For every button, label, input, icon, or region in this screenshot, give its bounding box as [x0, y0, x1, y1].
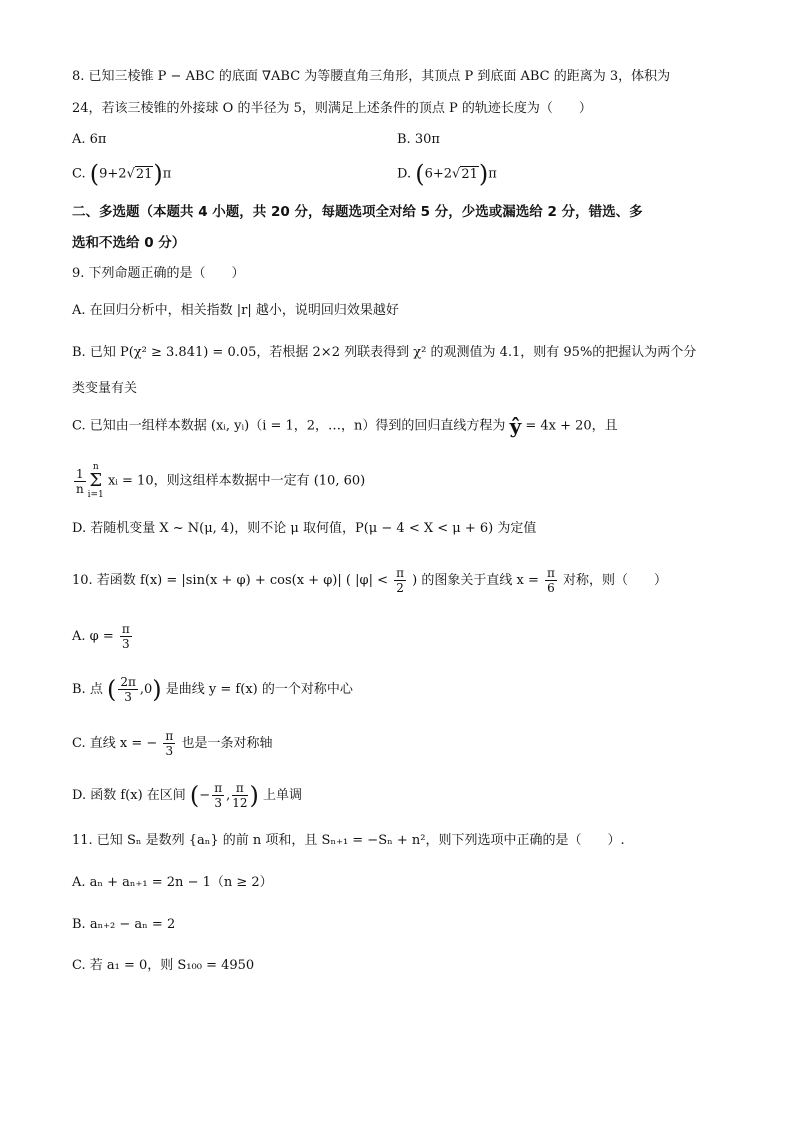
q9-option-c-text-c: xᵢ = 10，则这组样本数据中一定有 (10, 60) [107, 473, 366, 489]
q8-option-d-prefix: D. [397, 166, 412, 182]
q8-stem-line1: 8. 已知三棱锥 P − ABC 的底面 ∇ABC 为等腰直角三角形，其顶点 P 到底面 ABC 的距离为 3，体积为 [72, 69, 671, 84]
q9-option-d: D. 若随机变量 X ~ N(μ, 4)，则不论 μ 取何值，P(μ − 4 < X < μ + 6) 为定值 [72, 521, 537, 536]
q10-option-d: D. 函数 f(x) 在区间 (− $\frac{\pi}{3}$ , $\frac{\pi}{12}$ ) 上单调 [72, 781, 303, 810]
q9-option-b-line2: 类变量有关 [72, 381, 138, 396]
q11-option-c: C. 若 a₁ = 0，则 S₁₀₀ = 4950 [72, 958, 255, 973]
minus-sign: − [199, 788, 211, 803]
fraction: $\frac{\pi}{2}$ [396, 566, 405, 595]
fraction: $\frac{1}{n}$ [75, 466, 84, 496]
q8-option-c-expr: 9+2 [99, 166, 127, 182]
q8-option-c-prefix: C. [72, 166, 86, 182]
q9-option-c-text-b: = 4x + 20，且 [525, 418, 618, 434]
q10-option-d-text-a: D. 函数 f(x) 在区间 [72, 788, 186, 803]
q10-option-c [72, 729, 272, 758]
section-heading-line2: 选和不选给 0 分） [72, 235, 186, 251]
pi-symbol: π [488, 166, 497, 182]
q9-stem: 9. 下列命题正确的是（ ） [72, 266, 245, 281]
q10-option-b [72, 675, 353, 704]
summation-symbol: n Σ i=1 [87, 462, 104, 500]
q8-option-d-expr: 6+2 [424, 166, 453, 182]
q9-option-c-line2 [72, 462, 365, 500]
q9-option-b-line1: B. 已知 P(χ² ≥ 3.841) = 0.05，若根据 2×2 列联表得到 χ² 的观测值为 4.1，则有 95%的把握认为两个分 [72, 345, 697, 360]
q10-option-c-text-a: C. 直线 x = − [72, 736, 158, 751]
q10-stem-c: 对称，则（ ） [563, 573, 668, 588]
q8-option-d-radicand: 21 [461, 166, 478, 182]
fraction: $\frac{2\pi}{3}$ [120, 675, 136, 704]
q9-option-a: A. 在回归分析中，相关指数 |r| 越小，说明回归效果越好 [72, 303, 399, 318]
section-heading-line1: 二、多选题（本题共 4 小题，共 20 分，每题选项全对给 5 分，少选或漏选给 2 分，错选、多 [72, 204, 643, 220]
fraction: $\frac{\pi}{6}$ [547, 566, 555, 595]
q10-option-d-text-b: 上单调 [263, 788, 303, 803]
q10-stem [72, 566, 667, 595]
fraction: $\frac{\pi}{12}$ [232, 781, 248, 810]
paren-right: ) [152, 675, 162, 704]
pi-symbol: π [162, 166, 172, 182]
q8-option-c-radicand: 21 [135, 166, 153, 182]
fraction: $\frac{\pi}{3}$ [214, 781, 223, 810]
fraction: $\frac{\pi}{3}$ [121, 622, 130, 651]
paren-left: ( [106, 675, 117, 704]
q9-option-c-text-a: C. 已知由一组样本数据 (xᵢ, yᵢ)（i = 1，2，…，n）得到的回归直线方程为 [72, 418, 506, 434]
q9-option-c-line1 [72, 414, 618, 438]
q10-option-a [72, 622, 134, 651]
q11-option-a: A. aₙ + aₙ₊₁ = 2n − 1（n ≥ 2） [72, 875, 273, 890]
q10-stem-b: ) 的图象关于直线 x = [412, 573, 539, 588]
q10-option-a-text: A. φ = [72, 629, 114, 644]
q8-option-a: A. 6π [72, 132, 107, 147]
q10-option-b-text-a: B. 点 [72, 682, 103, 697]
paren-left: ( [189, 781, 200, 810]
q11-stem: 11. 已知 Sₙ 是数列 {aₙ} 的前 n 项和，且 Sₙ₊₁ = −Sₙ + n²，则下列选项中正确的是（ ）. [72, 833, 625, 848]
paren-left: ( [415, 160, 425, 188]
y-hat-symbol: ŷ [509, 414, 522, 438]
q10-option-b-coord: ,0 [139, 682, 153, 697]
q8-stem-line2: 24，若该三棱锥的外接球 O 的半径为 5，则满足上述条件的顶点 P 的轨迹长度为（ ） [72, 101, 592, 116]
q8-option-d: D. (6+2√21)π [397, 160, 497, 188]
fraction: $\frac{\pi}{3}$ [165, 729, 174, 758]
paren-right: ) [478, 160, 489, 188]
q8-option-b: B. 30π [397, 132, 440, 147]
q10-option-c-text-b: 也是一条对称轴 [181, 736, 273, 751]
q8-option-c: C. (9+2√21)π [72, 160, 172, 188]
paren-right: ) [249, 781, 259, 810]
q10-option-b-text-b: 是曲线 y = f(x) 的一个对称中心 [165, 682, 353, 697]
paren-left: ( [89, 160, 100, 188]
q10-stem-a: 10. 若函数 f(x) = |sin(x + φ) + cos(x + φ)| ( |φ| < [72, 573, 388, 588]
q11-option-b: B. aₙ₊₂ − aₙ = 2 [72, 917, 176, 932]
paren-right: ) [153, 160, 163, 188]
